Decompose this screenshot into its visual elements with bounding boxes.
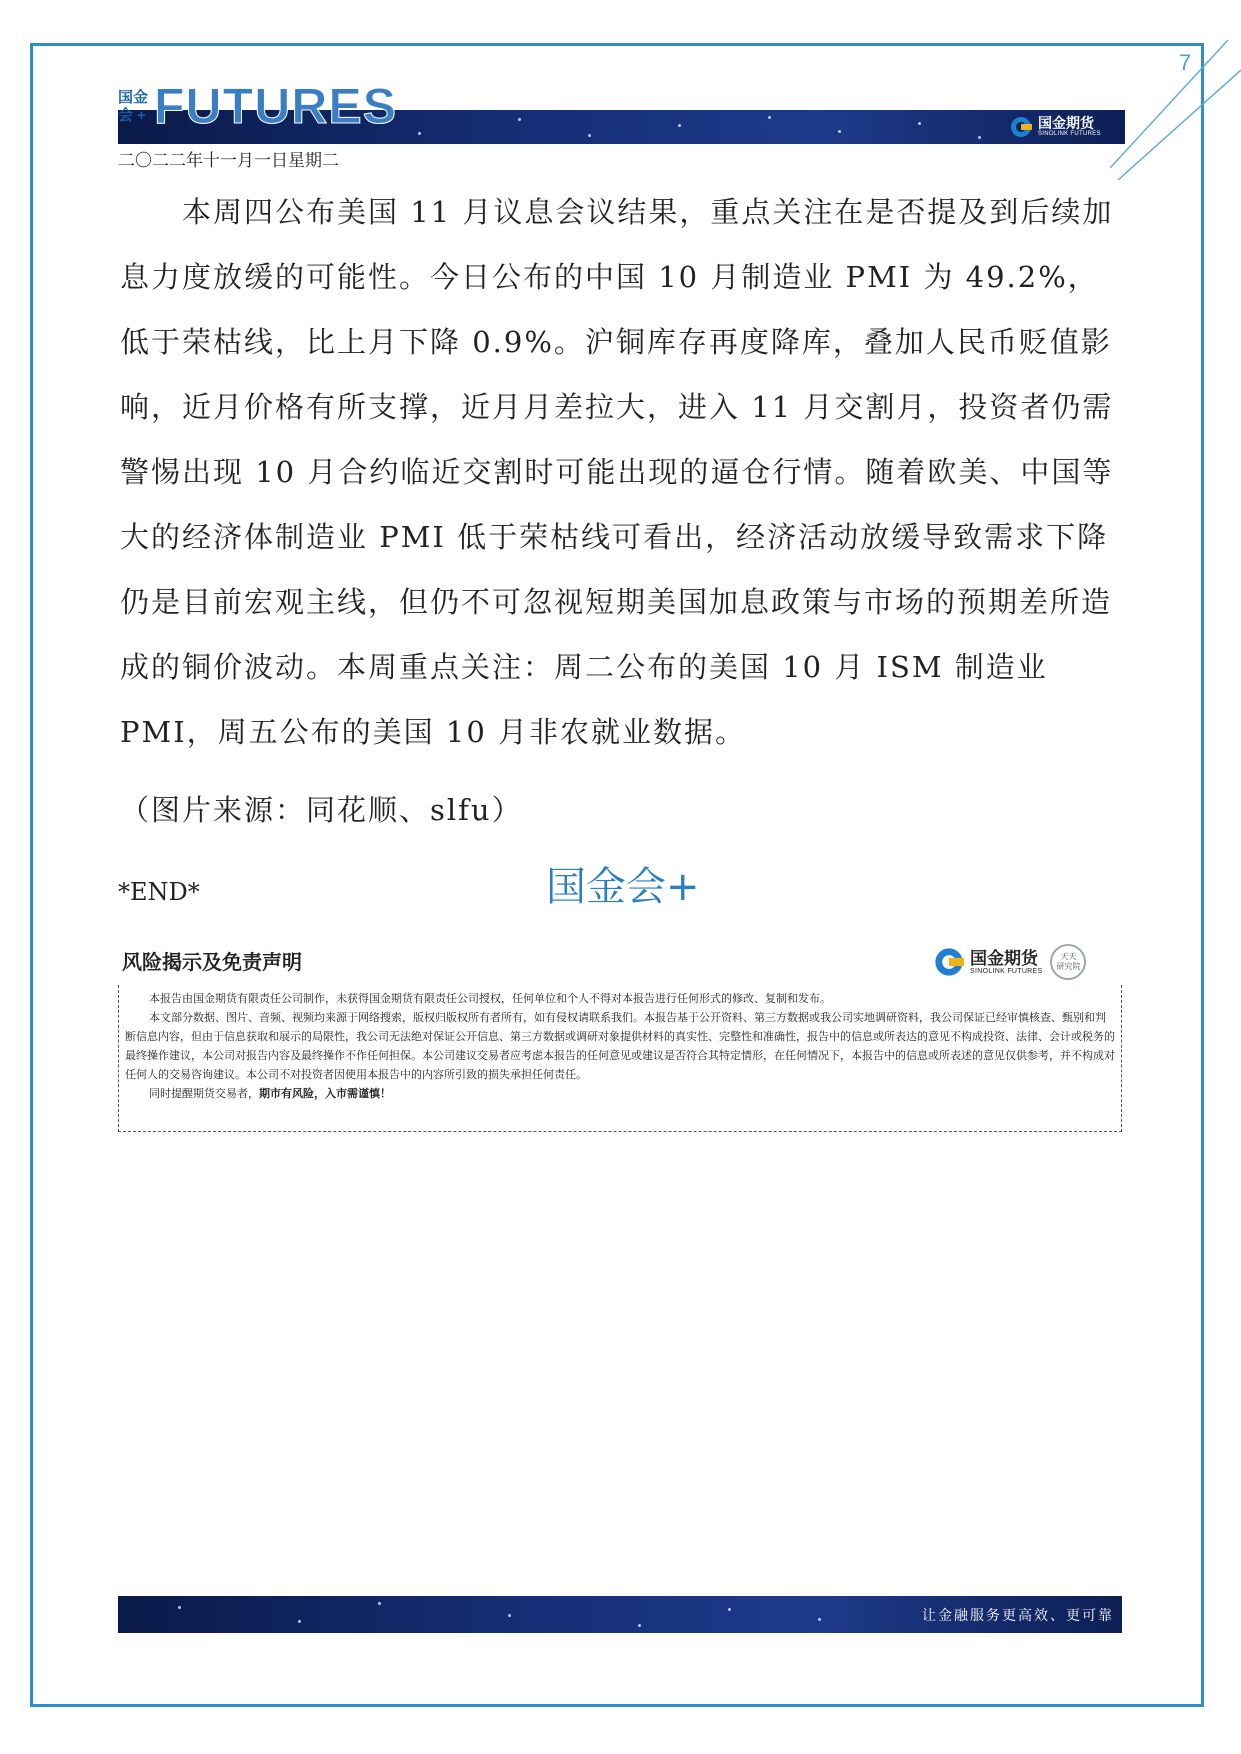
disclaimer-paragraph-3 — [125, 1084, 1115, 1103]
end-mark: *END* — [118, 878, 200, 906]
logo-cn: 国金期货 — [970, 948, 1038, 968]
star-dot — [978, 136, 981, 139]
disclaimer-paragraph-2: 本文部分数据、图片、音频、视频均来源于网络搜索，版权归版权所有者所有，如有侵权请联系我们。本报告基于公开资料、第三方数据或我公司实地调研资料，我公司保证已经审慎核查、甄别和判断信息内容，但由于信息获取和展示的局限性，我公司无法绝对保证公开信息、第三方数据或调研对象提供材料的真实性、完整性和准确性，报告中的信息或所表达的意见不构成投资、法律、会计或税务的最终操作建议，本公司对报告内容及最终操作不作任何担保。本公司建议交易者应考虑本报告的任何意见或建议是否符合其特定情形，在任何情况下，本报告中的信息或所表述的意见仅供参考，并不构成对任何人的交易咨询建议。本公司不对投资者因使用本报告中的内容所引致的损失承担任何责任。 — [125, 1011, 1115, 1081]
brand-cn-line2: 会 + — [118, 107, 146, 124]
brand-cn — [118, 89, 154, 125]
report-date: 二〇二二年十一月一日星期二 — [118, 151, 339, 171]
research-institute-seal — [1050, 944, 1086, 980]
star-dot — [768, 116, 771, 119]
seal-line2: 研究院 — [1056, 962, 1081, 971]
star-dot — [588, 134, 591, 137]
risk-warning: 期市有风险，入市需谨慎！ — [259, 1087, 391, 1100]
brand-futures: FUTURES — [154, 78, 398, 134]
disclaimer-title: 风险揭示及免责声明 — [122, 950, 302, 974]
footer-band — [118, 1596, 1122, 1633]
sinolink-logo-icon — [934, 947, 964, 977]
star-dot — [298, 1620, 301, 1623]
disclaimer-box — [118, 985, 1122, 1132]
logo-en: SINOLINK FUTURES — [970, 967, 1043, 975]
disclaimer-paragraph-1: 本报告由国金期货有限责任公司制作，未获得国金期货有限责任公司授权，任何单位和个人不得对本报告进行任何形式的修改、复制和发布。 — [149, 992, 831, 1005]
star-dot — [508, 1614, 511, 1617]
star-dot — [728, 1608, 731, 1611]
disclaimer-reminder: 同时提醒期货交易者， — [149, 1087, 259, 1100]
seal-line1: 天天 — [1060, 952, 1077, 961]
header-company-logo — [1010, 114, 1101, 140]
disclaimer-company-logo — [934, 944, 1086, 980]
center-brand-text: 国金会+ — [546, 864, 700, 910]
body-paragraph: 本周四公布美国 11 月议息会议结果，重点关注在是否提及到后续加息力度放缓的可能性。今日公布的中国 10 月制造业 PMI 为 49.2%，低于荣枯线，比上月下降 0.9%。沪铜库存再度降库，叠加人民币贬值影响，近月价格有所支撑，近月月差拉大，进入 11 月交割月，投资者仍需警惕出现 10 月合约临近交割时可能出现的逼仓行情。随着欧美、中国等大的经济体制造业 PMI 低于荣枯线可看出，经济活动放缓导致需求下降仍是目前宏观主线，但仍不可忽视短期美国加息政策与市场的预期差所造成的铜价波动。本周重点关注：周二公布的美国 10 月 ISM 制造业 PMI，周五公布的美国 10 月非农就业数据。 — [120, 195, 1114, 749]
brand-cn-line1: 国金 — [118, 89, 149, 106]
logo-en: SINOLINK FUTURES — [1038, 131, 1101, 137]
star-dot — [378, 1602, 381, 1605]
image-source-note: （图片来源：同花顺、slfu） — [120, 793, 523, 827]
logo-cn: 国金期货 — [1038, 115, 1094, 131]
star-dot — [838, 130, 841, 133]
page-number: 7 — [1178, 50, 1192, 75]
star-dot — [518, 118, 521, 121]
star-dot — [818, 1618, 821, 1621]
sinolink-logo-icon — [1010, 116, 1032, 138]
star-dot — [918, 122, 921, 125]
star-dot — [178, 1606, 181, 1609]
star-dot — [678, 124, 681, 127]
star-dot — [638, 1624, 641, 1627]
footer-slogan: 让金融服务更高效、更可靠 — [922, 1608, 1114, 1624]
star-dot — [418, 132, 421, 135]
